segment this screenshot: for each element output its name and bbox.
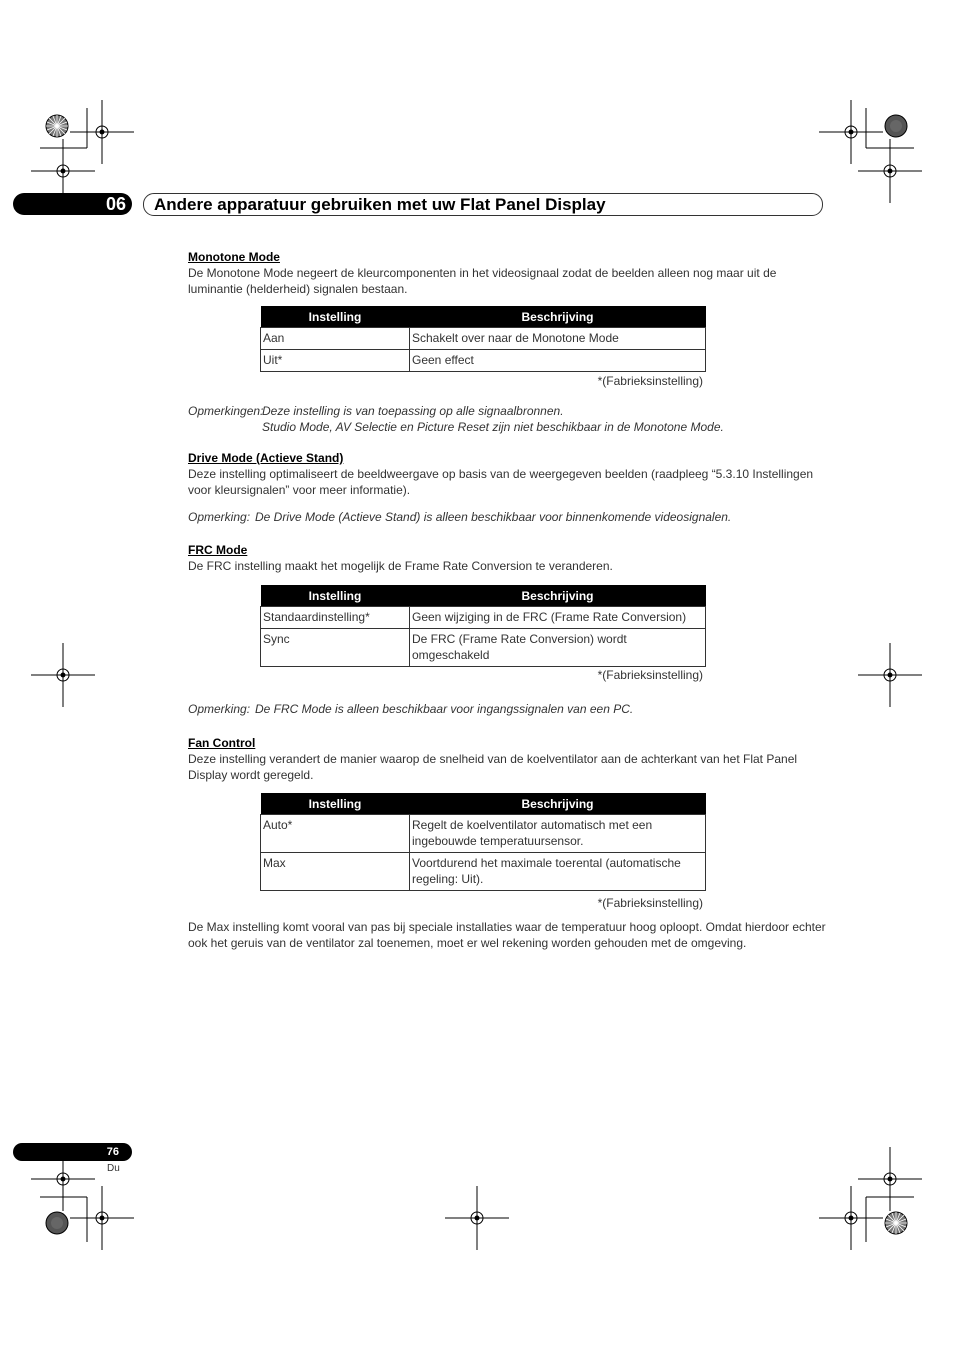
page-number: 76 (106, 1146, 119, 1158)
drive-note (188, 509, 848, 525)
note-text: Deze instelling is van toepassing op alle signaalbronnen. (262, 404, 564, 418)
factory-setting-note: *(Fabrieksinstelling) (597, 896, 703, 910)
frc-body: De FRC instelling maakt het mogelijk de Frame Rate Conversion te veranderen. (188, 559, 613, 573)
column-header-setting: Instelling (261, 585, 410, 607)
factory-setting-note: *(Fabrieksinstelling) (597, 668, 703, 682)
fan-heading: Fan Control (188, 736, 256, 750)
column-header-description: Beschrijving (410, 306, 706, 328)
chapter-title-box (143, 193, 823, 216)
column-header-setting: Instelling (261, 306, 410, 328)
table-row (261, 607, 706, 629)
monotone-section (188, 249, 828, 297)
column-header-description: Beschrijving (410, 793, 706, 815)
fan-footer-text: De Max instelling komt vooral van pas bij speciale installaties waar de temperatuur hoog oploopt. Omdat hierdoor echter ook het geruis van de ventilator zal toenemen, moet er wel rekening worden gehouden met de omgeving. (188, 920, 826, 950)
setting-cell: Max (261, 853, 410, 891)
setting-cell: Uit* (261, 350, 410, 372)
factory-setting-note: *(Fabrieksinstelling) (597, 374, 703, 388)
table-header-row (261, 793, 706, 815)
description-cell: Regelt de koelventilator automatisch met een ingebouwde temperatuursensor. (410, 815, 706, 853)
language-code: Du (107, 1163, 120, 1174)
frc-note (188, 701, 848, 717)
table-row (261, 629, 706, 667)
description-cell: Schakelt over naar de Monotone Mode (410, 328, 706, 350)
setting-cell: Sync (261, 629, 410, 667)
monotone-body: De Monotone Mode negeert de kleurcomponenten in het videosignaal zodat de beelden alleen nog maar uit de luminantie (helderheid) signalen bestaan. (188, 266, 777, 296)
fan-body: Deze instelling verandert de manier waarop de snelheid van de koelventilator aan de achterkant van het Flat Panel Display wordt geregeld. (188, 752, 798, 782)
description-cell: Voortdurend het maximale toerental (automatische regeling: Uit). (410, 853, 706, 891)
column-header-description: Beschrijving (410, 585, 706, 607)
chapter-title: Andere apparatuur gebruiken met uw Flat Panel Display (154, 195, 606, 214)
monotone-table (260, 306, 706, 372)
chapter-badge (13, 193, 132, 215)
fan-section (188, 735, 828, 783)
drive-body: Deze instelling optimaliseert de beeldweergave op basis van de weergegeven beelden (raadpleeg “5.3.10 Instellingen voor kleursignalen” voor meer informatie). (188, 467, 814, 497)
fan-table (260, 793, 706, 891)
frc-table (260, 585, 706, 667)
monotone-notes (188, 403, 848, 435)
setting-cell: Aan (261, 328, 410, 350)
note-label: Opmerkingen: (188, 404, 264, 418)
setting-cell: Standaardinstelling* (261, 607, 410, 629)
frc-section (188, 542, 828, 574)
table-header-row (261, 585, 706, 607)
drive-heading: Drive Mode (Actieve Stand) (188, 451, 344, 465)
table-row (261, 350, 706, 372)
note-label: Opmerking: (188, 702, 251, 716)
table-header-row (261, 306, 706, 328)
description-cell: Geen effect (410, 350, 706, 372)
note-label: Opmerking: (188, 510, 251, 524)
setting-cell: Auto* (261, 815, 410, 853)
monotone-heading: Monotone Mode (188, 250, 280, 264)
chapter-number: 06 (105, 194, 126, 214)
note-text: Studio Mode, AV Selectie en Picture Reset zijn niet beschikbaar in de Monotone Mode. (262, 420, 724, 434)
table-row (261, 815, 706, 853)
description-cell: Geen wijziging in de FRC (Frame Rate Conversion) (410, 607, 706, 629)
frc-heading: FRC Mode (188, 543, 248, 557)
note-text: De Drive Mode (Actieve Stand) is alleen beschikbaar voor binnenkomende videosignalen. (255, 510, 732, 524)
table-row (261, 328, 706, 350)
note-text: De FRC Mode is alleen beschikbaar voor ingangssignalen van een PC. (255, 702, 634, 716)
column-header-setting: Instelling (261, 793, 410, 815)
drive-section (188, 450, 828, 498)
description-cell: De FRC (Frame Rate Conversion) wordt omgeschakeld (410, 629, 706, 667)
table-row (261, 853, 706, 891)
page-number-badge (13, 1143, 132, 1161)
